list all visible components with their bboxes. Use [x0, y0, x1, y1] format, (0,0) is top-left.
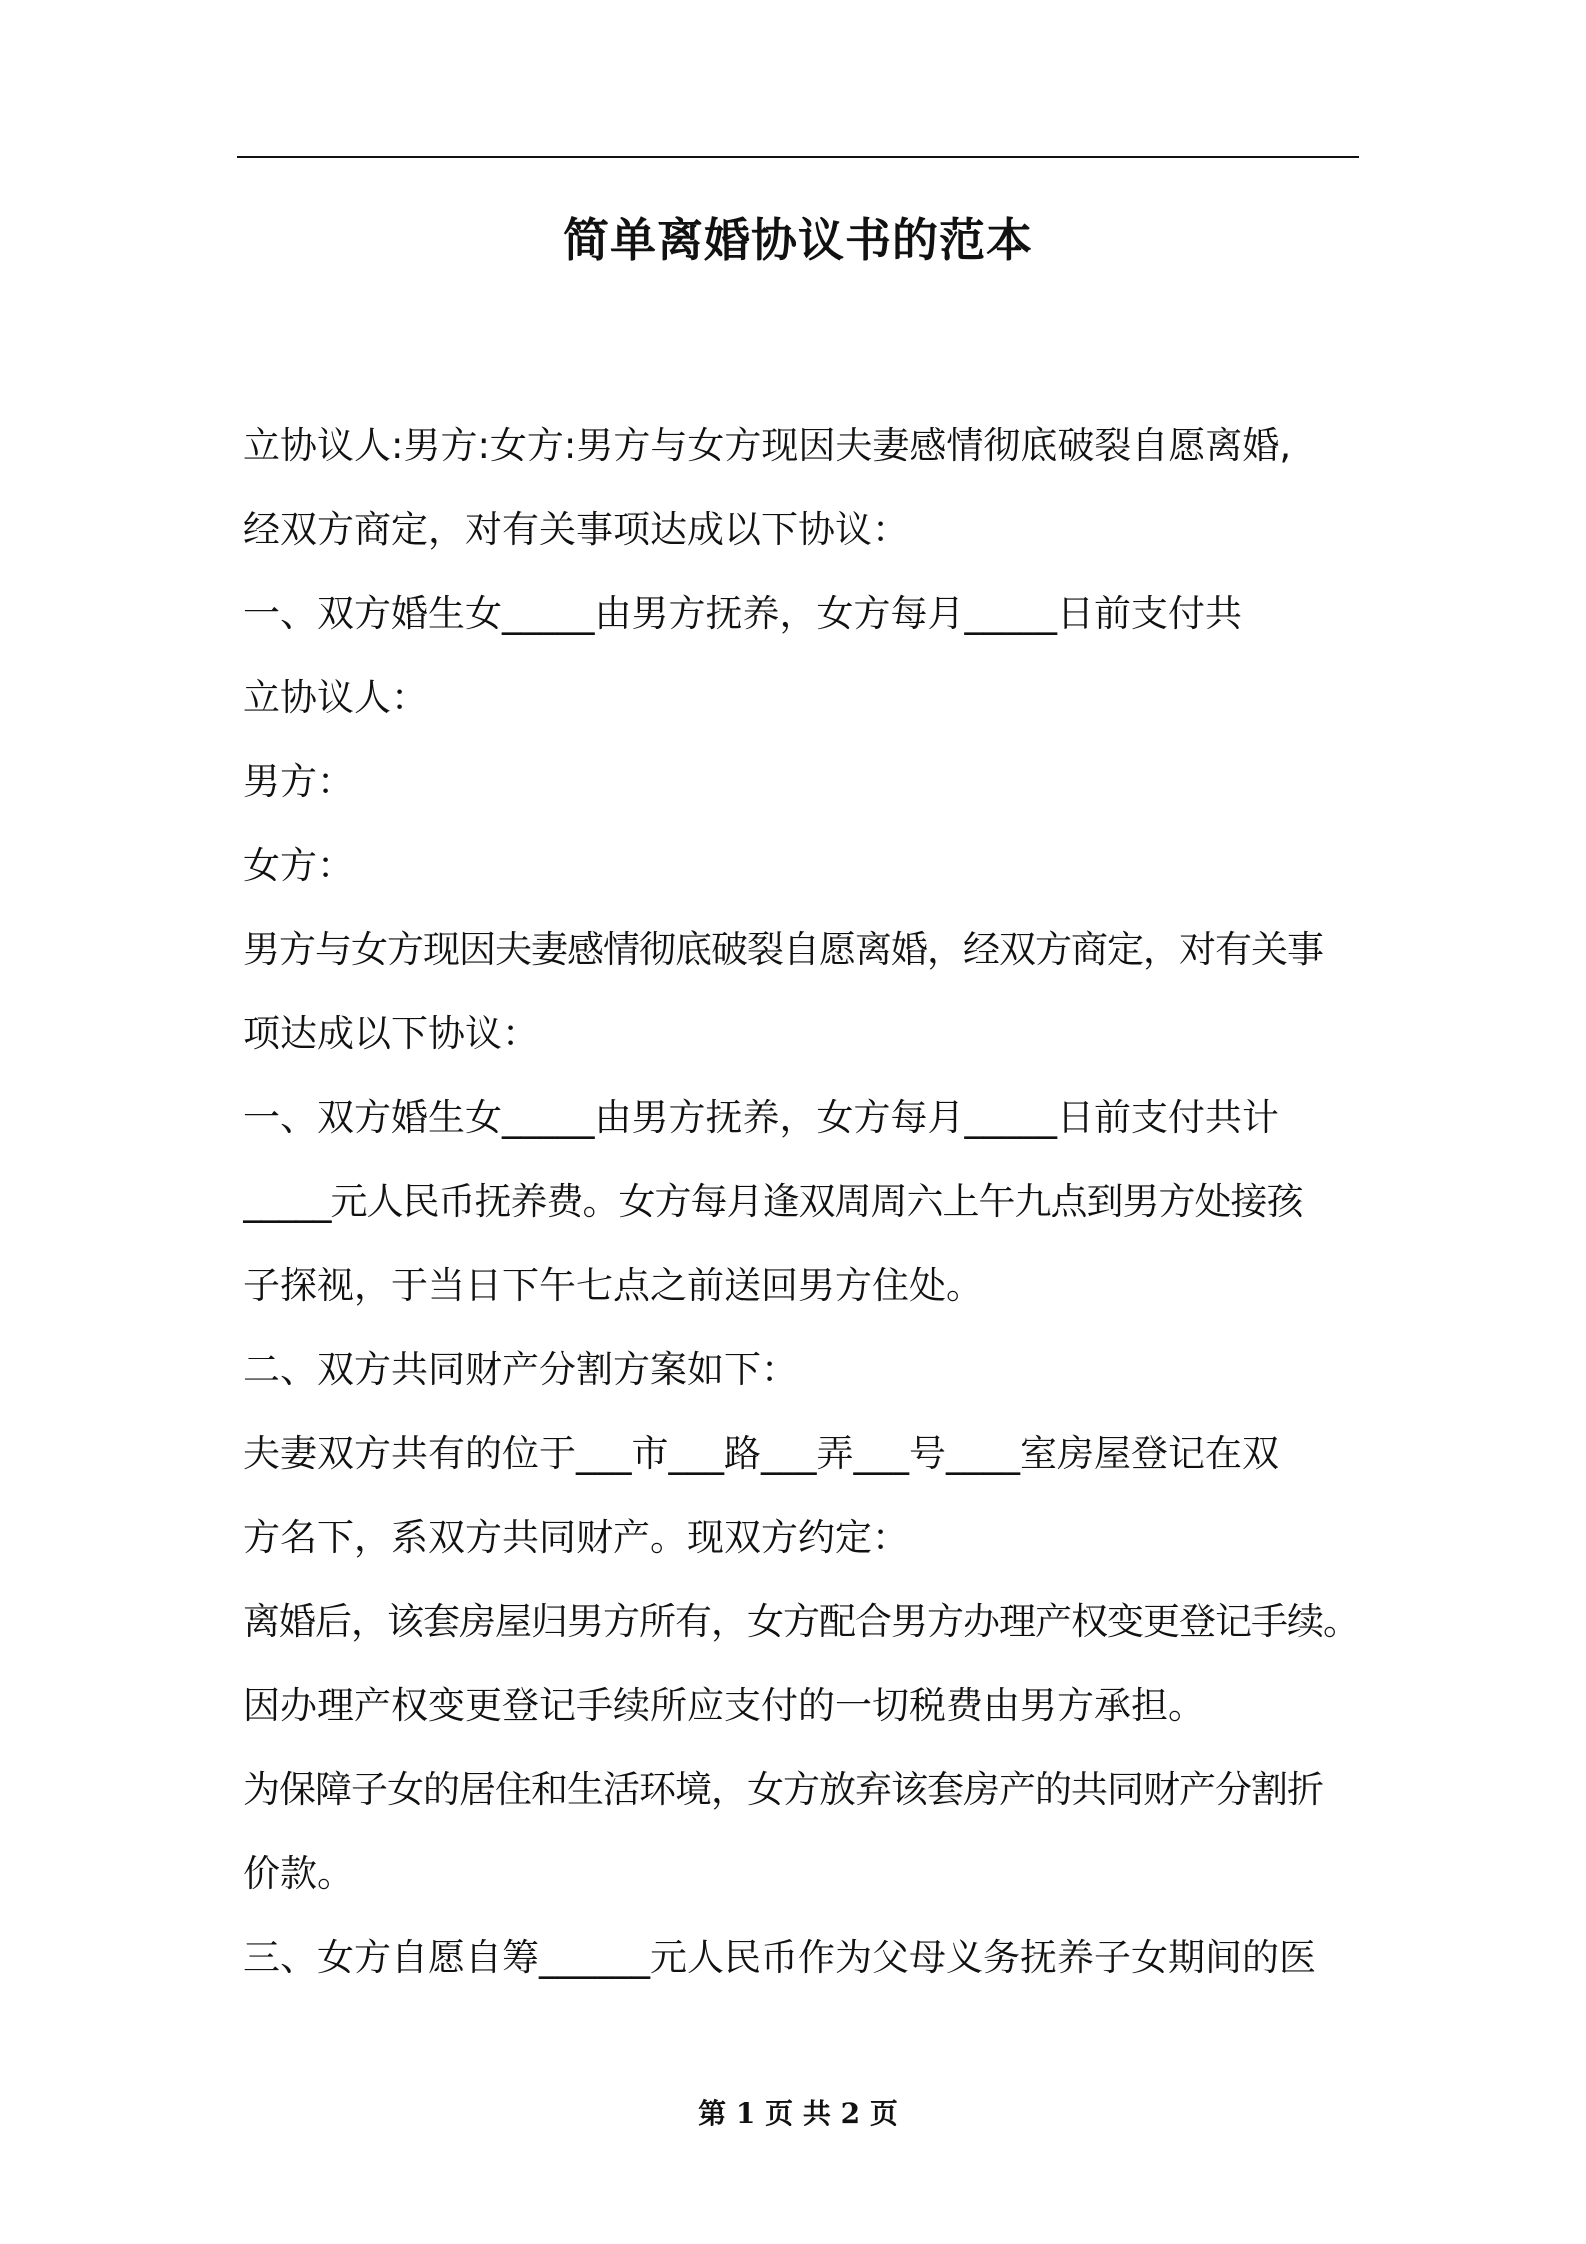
- document-body: [243, 404, 1359, 2000]
- paragraph-line: 夫妻双方共有的位于___市___路___弄___号____室房屋登记在双: [243, 1432, 1279, 1475]
- paragraph-line: 一、双方婚生女_____由男方抚养，女方每月_____日前支付共: [243, 592, 1242, 635]
- paragraph-line: 二、双方共同财产分割方案如下：: [243, 1348, 798, 1391]
- header-rule: [237, 156, 1359, 158]
- paragraph-line: 男方：: [243, 760, 354, 803]
- paragraph-line: 一、双方婚生女_____由男方抚养，女方每月_____日前支付共计: [243, 1096, 1279, 1139]
- paragraph-line: 项达成以下协议：: [243, 1012, 539, 1055]
- paragraph-line: 子探视，于当日下午七点之前送回男方住处。: [243, 1264, 983, 1307]
- paragraph-line: 离婚后，该套房屋归男方所有，女方配合男方办理产权变更登记手续。: [243, 1600, 1359, 1643]
- paragraph-line: 三、女方自愿自筹______元人民币作为父母义务抚养子女期间的医: [243, 1936, 1316, 1979]
- document-title: 简单离婚协议书的范本: [563, 213, 1033, 267]
- paragraph-line: 男方与女方现因夫妻感情彻底破裂自愿离婚，经双方商定，对有关事: [243, 928, 1323, 971]
- paragraph-line: _____元人民币抚养费。女方每月逢双周周六上午九点到男方处接孩: [243, 1180, 1303, 1223]
- paragraph-line: 女方：: [243, 844, 354, 887]
- page-number-footer: 第 1 页 共 2 页: [698, 2097, 898, 2130]
- paragraph-line: 方名下，系双方共同财产。现双方约定：: [243, 1516, 909, 1559]
- paragraph-line: 立协议人:男方:女方:男方与女方现因夫妻感情彻底破裂自愿离婚,: [243, 424, 1292, 467]
- paragraph-line: 立协议人：: [243, 676, 428, 719]
- paragraph-line: 价款。: [243, 1852, 354, 1895]
- paragraph-line: 经双方商定，对有关事项达成以下协议：: [243, 508, 909, 551]
- paragraph-line: 因办理产权变更登记手续所应支付的一切税费由男方承担。: [243, 1684, 1205, 1727]
- paragraph-line: 为保障子女的居住和生活环境，女方放弃该套房产的共同财产分割折: [243, 1768, 1323, 1811]
